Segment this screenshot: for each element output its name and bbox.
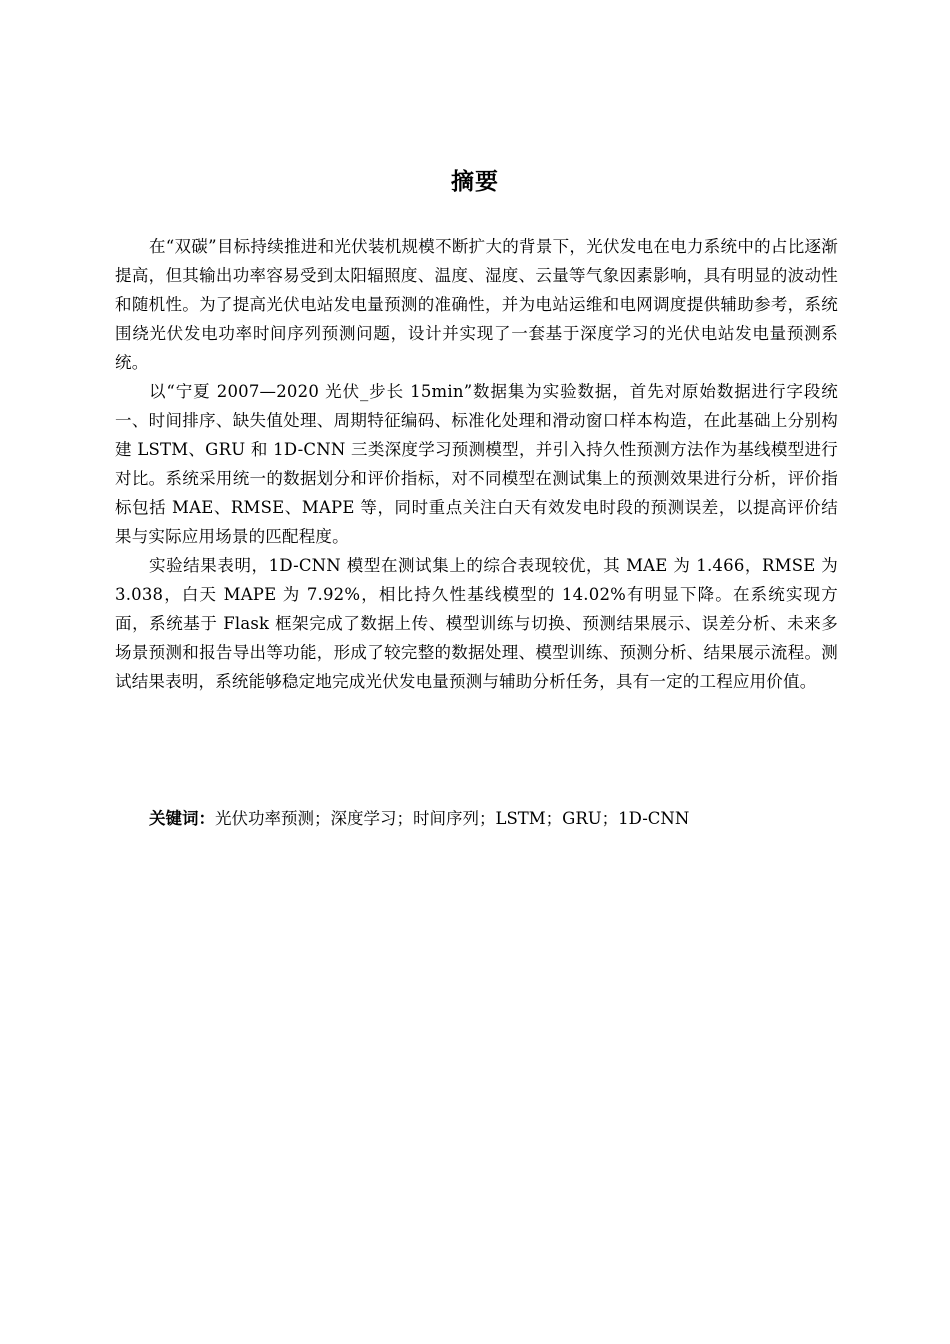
abstract-paragraph-2: 以“宁夏 2007—2020 光伏_步长 15min”数据集为实验数据，首先对原始数据进行字段统一、时间排序、缺失值处理、周期特征编码、标准化处理和滑动窗口样本构造，在此基础上分别构建 LSTM、GRU 和 1D-CNN 三类深度学习预测模型，并引入持久性预测方法作为基线模型进行对比。系统采用统一的数据划分和评价指标，对不同模型在测试集上的预测效果进行分析，评价指标包括 MAE、RMSE、MAPE 等，同时重点关注白天有效发电时段的预测误差，以提高评价结果与实际应用场景的匹配程度。 — [115, 382, 838, 546]
abstract-paragraph-3: 实验结果表明，1D-CNN 模型在测试集上的综合表现较优，其 MAE 为 1.466，RMSE 为 3.038，白天 MAPE 为 7.92%，相比持久性基线模型的 14.02%有明显下降。在系统实现方面，系统基于 Flask 框架完成了数据上传、模型训练与切换、预测结果展示、误差分析、未来多场景预测和报告导出等功能，形成了较完整的数据处理、模型训练、预测分析、结果展示流程。测试结果表明，系统能够稳定地完成光伏发电量预测与辅助分析任务，具有一定的工程应用价值。 — [115, 556, 838, 691]
keywords-label: 关键词： — [149, 809, 215, 828]
abstract-body — [115, 232, 838, 696]
abstract-title: 摘要 — [451, 169, 499, 195]
keywords-line — [149, 804, 839, 833]
keywords-list: 光伏功率预测；深度学习；时间序列；LSTM；GRU；1D-CNN — [215, 809, 690, 828]
abstract-paragraph-1: 在“双碳”目标持续推进和光伏装机规模不断扩大的背景下，光伏发电在电力系统中的占比逐渐提高，但其输出功率容易受到太阳辐照度、温度、湿度、云量等气象因素影响，具有明显的波动性和随机性。为了提高光伏电站发电量预测的准确性，并为电站运维和电网调度提供辅助参考，系统围绕光伏发电功率时间序列预测问题，设计并实现了一套基于深度学习的光伏电站发电量预测系统。 — [115, 237, 838, 372]
